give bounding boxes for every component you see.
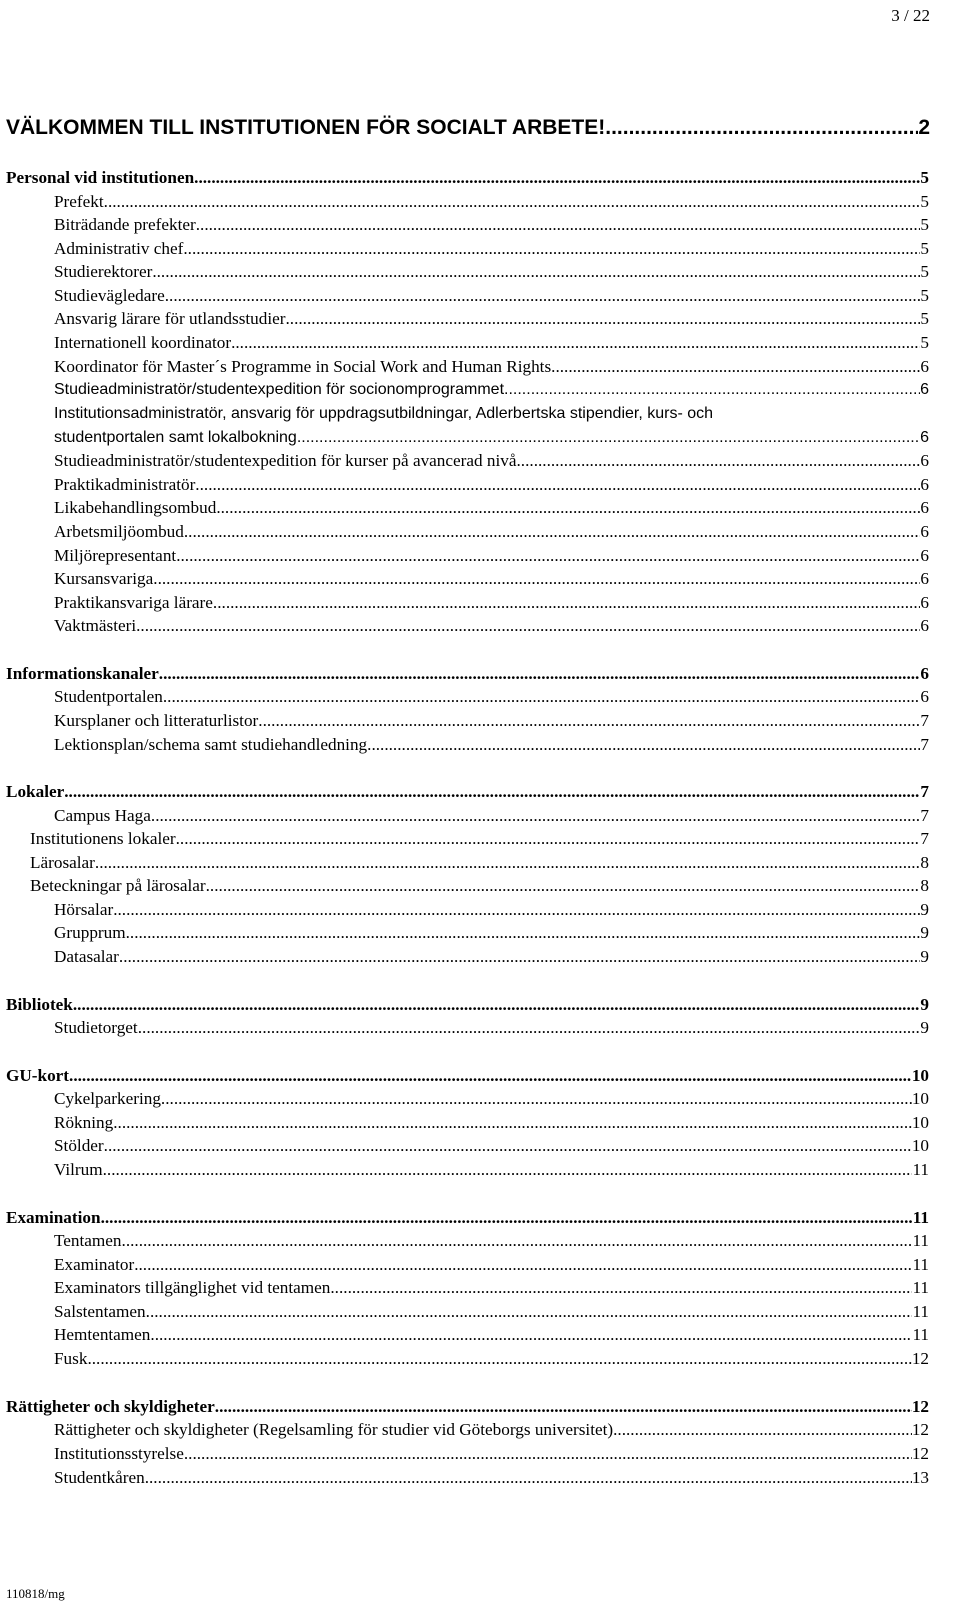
dot-leader: [138, 1016, 921, 1040]
dot-leader: [195, 473, 920, 497]
toc-entry[interactable]: [54, 591, 929, 615]
toc-entry-label: Datasalar: [54, 947, 119, 966]
toc-entry-page: 7: [920, 829, 929, 848]
dot-leader: [104, 190, 921, 214]
toc-entry[interactable]: [54, 213, 929, 237]
dot-leader: [150, 1323, 912, 1347]
dot-leader: [213, 591, 920, 615]
toc-entry-label: Informationskanaler: [6, 664, 159, 683]
toc-entry[interactable]: [6, 662, 929, 686]
toc-entry-label: Koordinator för Master´s Programme in Social Work and Human Rights: [54, 357, 552, 376]
toc-entry[interactable]: [54, 496, 929, 520]
dot-leader: [101, 1206, 913, 1230]
toc-entry[interactable]: [54, 1347, 929, 1371]
toc-entry-page: 10: [911, 1066, 929, 1085]
dot-leader: [176, 544, 920, 568]
toc-entry[interactable]: [54, 307, 929, 331]
toc-entry-page: 5: [920, 215, 929, 234]
toc-entry[interactable]: [54, 1442, 929, 1466]
toc-entry-page: 9: [920, 947, 929, 966]
toc-entry[interactable]: [54, 1418, 929, 1442]
toc-entry[interactable]: [54, 237, 929, 261]
toc-entry-label: Praktikansvariga lärare: [54, 593, 213, 612]
dot-leader: [285, 307, 920, 331]
toc-entry[interactable]: [54, 1466, 929, 1490]
toc-entry-page: 9: [920, 1018, 929, 1037]
toc-entry-label: Kursplaner och litteraturlistor: [54, 711, 259, 730]
toc-entry[interactable]: [54, 1158, 929, 1182]
dot-leader: [151, 804, 921, 828]
dot-leader: [183, 237, 920, 261]
toc-entry-label: Studierektorer: [54, 262, 153, 281]
toc-entry[interactable]: [30, 851, 929, 875]
toc-title[interactable]: [6, 116, 930, 140]
toc-entry-page: 10: [911, 1113, 929, 1132]
toc-entry[interactable]: [54, 1323, 929, 1347]
dot-leader: [184, 1442, 912, 1466]
dot-leader: [165, 284, 921, 308]
toc-entry[interactable]: [54, 685, 929, 709]
toc-entry-page: 5: [920, 309, 929, 328]
toc-entry-page: 6: [920, 498, 929, 517]
dot-leader: [605, 116, 918, 140]
toc-entry-label: Praktikadministratör: [54, 475, 196, 494]
toc-entry-label: Rättigheter och skyldigheter (Regelsamling för studier vid Göteborgs universitet): [54, 1420, 614, 1439]
toc-entry-label: Hörsalar: [54, 900, 114, 919]
dot-leader: [517, 449, 921, 473]
toc-entry-page: 6: [920, 357, 929, 376]
toc-entry-label: Bibliotek: [6, 995, 73, 1014]
toc-entry-page: 11: [912, 1160, 929, 1179]
toc-entry-label: Studieadministratör/studentexpedition för kurser på avancerad nivå: [54, 451, 517, 470]
dot-leader: [215, 1395, 912, 1419]
dot-leader: [145, 1466, 912, 1490]
toc-entry[interactable]: [54, 567, 929, 591]
toc-entry-page: 7: [920, 711, 929, 730]
toc-entry[interactable]: [54, 945, 929, 969]
toc-entry[interactable]: [54, 1253, 929, 1277]
toc-entry-label: Studieadministratör/studentexpedition för socionomprogrammet: [54, 381, 505, 398]
toc-entry-page: 6: [920, 451, 929, 470]
toc-title-label: VÄLKOMMEN TILL INSTITUTIONEN FÖR SOCIALT ARBETE!: [6, 116, 606, 139]
toc-entry[interactable]: [6, 780, 929, 804]
toc-entry-page: 6: [920, 429, 929, 446]
toc-entry-label: Rökning: [54, 1113, 114, 1132]
toc-entry[interactable]: [54, 1134, 929, 1158]
toc-entry-label: Cykelparkering: [54, 1089, 161, 1108]
toc-entry[interactable]: [54, 898, 929, 922]
toc-entry-label: Lektionsplan/schema samt studiehandledning: [54, 735, 368, 754]
toc-entry-label: Studietorget: [54, 1018, 138, 1037]
toc-entry[interactable]: [54, 284, 929, 308]
toc-entry-label: Tentamen: [54, 1231, 122, 1250]
toc-entry-page: 6: [920, 381, 929, 398]
dot-leader: [73, 993, 921, 1017]
toc-entry[interactable]: [54, 1229, 929, 1253]
toc-entry-label: Biträdande prefekter: [54, 215, 196, 234]
toc-entry-label: GU-kort: [6, 1066, 70, 1085]
toc-entry[interactable]: [54, 355, 929, 379]
toc-entry-label: Salstentamen: [54, 1302, 146, 1321]
toc-entry-page: 11: [912, 1325, 929, 1344]
toc-entry[interactable]: [54, 1087, 929, 1111]
dot-leader: [367, 733, 920, 757]
dot-leader: [184, 520, 921, 544]
dot-leader: [134, 1253, 912, 1277]
toc-entry-label: Grupprum: [54, 923, 126, 942]
toc-entry[interactable]: [54, 614, 929, 638]
toc-entry-label: Administrativ chef: [54, 239, 184, 258]
toc-entry-page: 6: [920, 569, 929, 588]
toc-entry[interactable]: [30, 827, 929, 851]
dot-leader: [152, 260, 920, 284]
toc-entry-page: 12: [911, 1420, 929, 1439]
toc-entry-label: Kursansvariga: [54, 569, 154, 588]
toc-entry[interactable]: [6, 166, 929, 190]
dot-leader: [136, 614, 920, 638]
toc-entry[interactable]: [54, 921, 929, 945]
toc-entry[interactable]: [54, 1276, 929, 1300]
toc-entry-page: 8: [920, 853, 929, 872]
toc-entry-page: 12: [911, 1397, 929, 1416]
toc-entry-page: 13: [911, 1468, 929, 1487]
dot-leader: [297, 426, 920, 450]
toc-entry-page: 5: [920, 333, 929, 352]
footer-text: 110818/mg: [6, 1586, 65, 1601]
page-number: 3 / 22: [891, 6, 930, 25]
dot-leader: [113, 1111, 912, 1135]
toc-entry-page: 5: [920, 286, 929, 305]
dot-leader: [159, 662, 921, 686]
toc-entry-label: Institutionens lokaler: [30, 829, 176, 848]
toc-entry-page: 6: [920, 593, 929, 612]
toc-entry-label: Institutionsstyrelse: [54, 1444, 184, 1463]
dot-leader: [196, 213, 921, 237]
dot-leader: [163, 685, 921, 709]
toc-entry[interactable]: [6, 1064, 929, 1088]
dot-leader: [95, 851, 921, 875]
toc-entry-label: Likabehandlingsombud: [54, 498, 217, 517]
toc-entry-page: 10: [911, 1089, 929, 1108]
toc-entry[interactable]: [54, 1016, 929, 1040]
dot-leader: [113, 898, 920, 922]
toc-entry-label: Examination: [6, 1208, 101, 1227]
toc-entry-label: Personal vid institutionen: [6, 168, 195, 187]
dot-leader: [504, 378, 920, 402]
toc-entry-label: Lärosalar: [30, 853, 95, 872]
toc-entry-page: 9: [920, 900, 929, 919]
dot-leader: [258, 709, 920, 733]
toc-entry-label: Stölder: [54, 1136, 104, 1155]
toc-entry-label: Ansvarig lärare för utlandsstudier: [54, 309, 286, 328]
toc-entry-page: 11: [912, 1255, 929, 1274]
toc-title-page: 2: [918, 116, 930, 139]
toc-entry-page: 12: [911, 1349, 929, 1368]
toc-entry-page: 11: [912, 1278, 929, 1297]
toc-entry-page: 6: [920, 687, 929, 706]
toc-entry-label: Studievägledare: [54, 286, 165, 305]
toc-entry-page: 5: [920, 239, 929, 258]
toc-entry[interactable]: [54, 190, 929, 214]
toc-entry-page: 6: [920, 616, 929, 635]
toc-entry-page: 5: [920, 262, 929, 281]
toc-entry-page: 7: [920, 806, 929, 825]
dot-leader: [64, 780, 920, 804]
toc-entry[interactable]: [30, 874, 929, 898]
toc-entry-label: Prefekt: [54, 192, 104, 211]
toc-entry-label: Lokaler: [6, 782, 65, 801]
toc-entry[interactable]: [6, 1206, 929, 1230]
toc-entry-page: 10: [911, 1136, 929, 1155]
toc-entry-page: 11: [912, 1231, 929, 1250]
toc-entry-label: Vilrum: [54, 1160, 103, 1179]
toc-entry[interactable]: [54, 1300, 929, 1324]
toc-entry-label: Examinators tillgänglighet vid tentamen: [54, 1278, 331, 1297]
dot-leader: [551, 355, 920, 379]
toc-entry-page: 5: [920, 192, 929, 211]
toc-entry[interactable]: [54, 449, 929, 473]
toc-entry[interactable]: [54, 331, 929, 355]
toc-entry-page: 9: [920, 923, 929, 942]
dot-leader: [330, 1276, 912, 1300]
toc-entry[interactable]: [54, 520, 929, 544]
toc-entry-page: 7: [920, 782, 929, 801]
dot-leader: [146, 1300, 913, 1324]
toc-entry-label-continued: studentportalen samt lokalbokning: [54, 429, 297, 446]
dot-leader: [613, 1418, 912, 1442]
dot-leader: [231, 331, 920, 355]
toc-entry[interactable]: [54, 402, 929, 450]
toc-entry-label: Internationell koordinator: [54, 333, 232, 352]
toc-entry[interactable]: [54, 260, 929, 284]
toc-entry[interactable]: [54, 1111, 929, 1135]
dot-leader: [194, 166, 920, 190]
toc-entry-label: Miljörepresentant: [54, 546, 177, 565]
toc-entry-page: 8: [920, 876, 929, 895]
toc-entry[interactable]: [54, 473, 929, 497]
toc-entry-page: 11: [912, 1302, 929, 1321]
dot-leader: [176, 827, 921, 851]
toc-entry-label: Institutionsadministratör, ansvarig för uppdragsutbildningar, Adlerbertska stipendier, kurs- och: [54, 405, 714, 422]
toc-entry[interactable]: [54, 378, 929, 402]
dot-leader: [126, 921, 921, 945]
toc-entry-page: 6: [920, 546, 929, 565]
toc-entry-label: Studentkåren: [54, 1468, 145, 1487]
toc-entry[interactable]: [54, 733, 929, 757]
toc-entry-label: Hemtentamen: [54, 1325, 151, 1344]
toc-entry-label: Vaktmästeri: [54, 616, 137, 635]
toc-entry-label: Rättigheter och skyldigheter: [6, 1397, 215, 1416]
dot-leader: [161, 1087, 912, 1111]
toc-entry[interactable]: [54, 709, 929, 733]
toc-entry[interactable]: [54, 804, 929, 828]
toc-entry-label: Fusk: [54, 1349, 88, 1368]
dot-leader: [122, 1229, 913, 1253]
toc-entry-page: 11: [912, 1208, 929, 1227]
toc-entry-page: 5: [920, 168, 929, 187]
toc-entry-page: 12: [911, 1444, 929, 1463]
dot-leader: [206, 874, 921, 898]
toc-entry-page: 7: [920, 735, 929, 754]
toc-entry[interactable]: [6, 1395, 929, 1419]
toc-entry-label: Examinator: [54, 1255, 135, 1274]
dot-leader: [104, 1134, 912, 1158]
dot-leader: [69, 1064, 912, 1088]
toc-entry-page: 9: [920, 995, 929, 1014]
toc-entry-page: 6: [920, 475, 929, 494]
toc-entry-page: 6: [920, 664, 929, 683]
dot-leader: [103, 1158, 913, 1182]
dot-leader: [119, 945, 921, 969]
toc-entry[interactable]: [54, 544, 929, 568]
dot-leader: [216, 496, 920, 520]
toc-entry-label: Beteckningar på lärosalar: [30, 876, 206, 895]
dot-leader: [87, 1347, 911, 1371]
dot-leader: [153, 567, 920, 591]
toc-entry-label: Studentportalen: [54, 687, 163, 706]
toc-entry-label: Campus Haga: [54, 806, 151, 825]
toc-entry-page: 6: [920, 522, 929, 541]
toc-entry[interactable]: [6, 993, 929, 1017]
toc-entry-label: Arbetsmiljöombud: [54, 522, 184, 541]
